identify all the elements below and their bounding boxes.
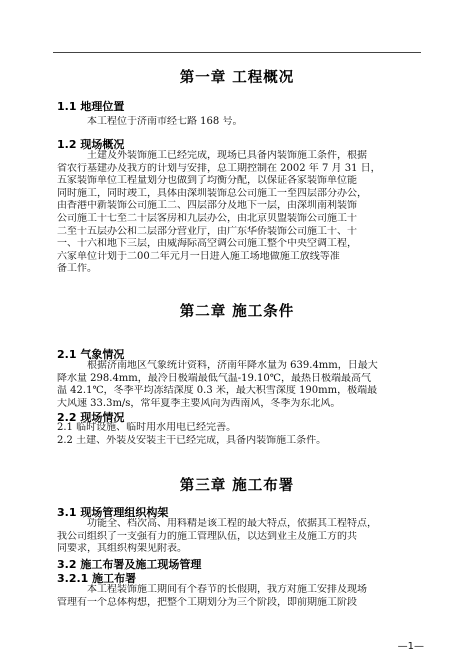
chapter-1-title: 第一章 工程概况 <box>179 70 295 86</box>
section-1-1-heading: 1.1 地理位置 <box>57 100 125 113</box>
header-rule <box>53 52 421 53</box>
text-line: 同时施工，同时竣工，具体由深圳装饰总公司施工一至四层部分办公， <box>57 187 367 199</box>
text-line: 2.2 土建、外装及安装主干已经完成，具备内装饰施工条件。 <box>57 434 327 446</box>
text-line: 六家单位计划于二00二年元月一日进入施工场地做施工放线等准 <box>57 250 340 262</box>
text-line: 公司施工十七至二十层客房和九层办公，由北京贝盟装饰公司施工十 <box>57 212 357 224</box>
page-number: —1— <box>397 641 424 652</box>
text-line: 备工作。 <box>57 263 97 275</box>
chapter-3-title: 第三章 施工布署 <box>179 478 295 494</box>
text-line: 同要求，其组织构架见附表。 <box>57 543 187 555</box>
text-line: 2.1 临时设施、临时用水用电已经完善。 <box>57 422 237 433</box>
text-line: 一、十六和地下三层，由威海际高空调公司施工整个中央空调工程， <box>57 238 357 250</box>
text-line: 管理有一个总体构想，把整个工期划分为三个阶段，即前期施工阶段 <box>57 596 357 608</box>
text-line: 土建及外装饰施工已经完成，现场已具备内装饰施工条件，根据 <box>87 150 367 161</box>
section-3-1-text <box>57 518 422 556</box>
text-line: 本工程位于济南市经七路 168 号。 <box>87 116 243 127</box>
section-3-1-heading: 3.1 现场管理组织构架 <box>57 506 169 519</box>
section-2-1-heading: 2.1 气象情况 <box>57 348 125 361</box>
section-2-2-heading: 2.2 现场情况 <box>57 411 125 424</box>
section-3-2-1-heading: 3.2.1 施工布署 <box>57 572 137 585</box>
text-line: 降水量 298.4mm，最冷日极端最低气温-19.10℃，最热日极端最高气 <box>57 372 371 384</box>
section-2-2-text <box>57 422 422 447</box>
section-3-2-1-text <box>57 584 422 609</box>
text-line: 大风速 33.3m/s，常年夏季主要风向为西南风，冬季为东北风。 <box>57 397 341 409</box>
text-line: 二至十五层办公和二层部分营业厅，由广东华侨装饰公司施工十、十 <box>57 225 357 237</box>
text-line: 我公司组织了一支强有力的施工管理队伍，以达到业主及施工方的共 <box>57 530 357 542</box>
text-line: 本工程装饰施工期间有个春节的长假期，我方对施工安排及现场 <box>87 584 367 595</box>
section-2-1-text <box>57 360 422 410</box>
text-line: 根据济南地区气象统计资料，济南年降水量为 639.4mm，日最大 <box>87 360 378 371</box>
text-line: 由香港中新装饰公司施工二、四层部分及地下一层，由深圳南利装饰 <box>57 200 357 212</box>
section-1-2-text <box>57 150 422 276</box>
chapter-2-title: 第二章 施工条件 <box>179 304 295 320</box>
text-line: 省农行基建办及我方的计划与安排，总工期控制在 2002 年 7 月 31 日， <box>57 162 381 174</box>
text-line: 温 42.1℃，冬季平均冻结深度 0.3 米，最大积雪深度 190mm，极端最 <box>57 385 378 397</box>
section-3-2-heading: 3.2 施工布署及施工现场管理 <box>57 558 202 571</box>
section-1-2-heading: 1.2 现场概况 <box>57 138 125 151</box>
text-line: 功能全、档次高、用料精是该工程的最大特点，依据其工程特点， <box>87 518 377 529</box>
text-line: 五家装饰单位工程量划分也做到了均衡分配，以保证各家装饰单位能 <box>57 175 357 187</box>
section-1-1-text <box>57 116 422 129</box>
